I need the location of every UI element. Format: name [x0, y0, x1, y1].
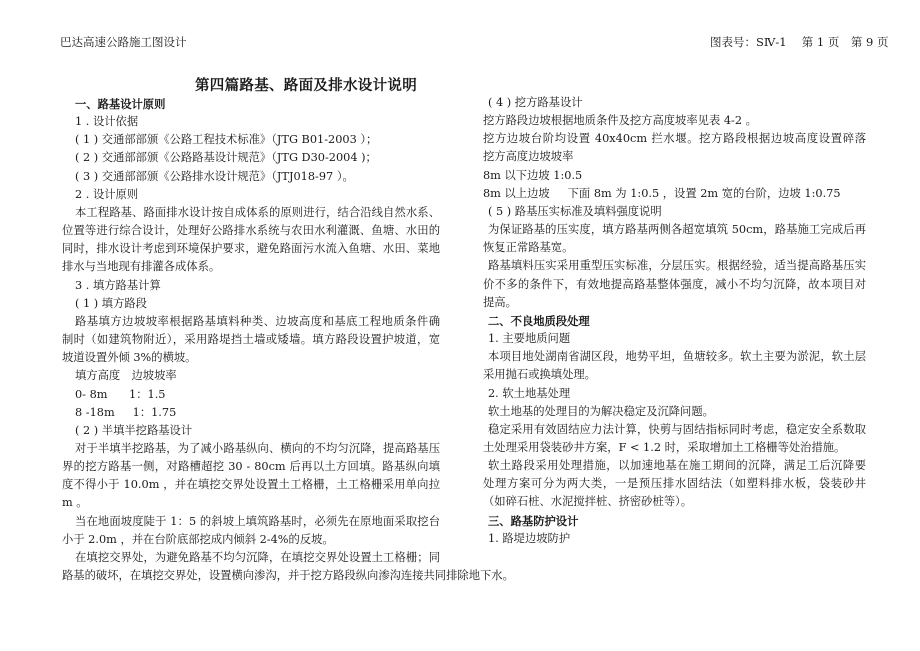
text-line: 1. 主要地质问题: [488, 332, 571, 346]
section-heading: 三、路基防护设计: [488, 513, 579, 528]
header-project-name: 巴达高速公路施工图设计: [60, 35, 187, 49]
text-line: 路基填料压实采用重型压实标准，分层压实。根据经验，适当提高路基压实: [488, 259, 866, 273]
text-line: 软土路段采用处理措施，以加速地基在施工期间的沉降，满足工后沉降要: [488, 459, 866, 473]
text-line: 1 . 设计依据: [75, 115, 139, 129]
text-line: 挖方高度边坡坡率: [483, 150, 574, 164]
text-line: 3 . 填方路基计算: [75, 278, 161, 292]
text-line: 2 . 设计原则: [75, 187, 139, 201]
text-line: 填方高度 边坡坡率: [75, 369, 177, 383]
text-line: 当在地面坡度陡于 1：5 的斜坡上填筑路基时，必须先在原地面采取挖台: [75, 514, 440, 528]
section-heading: 二、不良地质段处理: [488, 313, 590, 328]
text-line: 本项目地处湖南省湖区段，地势平坦，鱼塘较多。软土主要为淤泥，软土层: [488, 350, 866, 364]
text-line: 软土地基的处理目的为解决稳定及沉降问题。: [488, 404, 714, 418]
text-line: 同时，排水设计考虑到环境保护要求，避免路面污水流入鱼塘、水田、菜地: [62, 242, 440, 256]
text-line: 制时（如建筑物附近），采用路堤挡土墙或矮墙。填方路段设置护坡道，宽: [62, 333, 440, 347]
header-drawing-number: 图表号：SⅣ-1 第 1 页 第 9 页: [710, 35, 889, 49]
text-line: 8 -18m 1：1.75: [75, 405, 177, 419]
text-line: 路基填方边坡坡率根据路基填料种类、边坡高度和基底工程地质条件确: [75, 314, 440, 328]
text-line: 本工程路基、路面排水设计按自成体系的原则进行，结合沿线自然水系、: [75, 205, 440, 219]
text-line: 挖方路段边坡根据地质条件及挖方高度坡率见表 4-2 。: [483, 114, 757, 128]
text-line: ( 1 ) 交通部部颁《公路工程技术标准》（JTG B01-2003 ）；: [75, 133, 378, 147]
text-line: 坡道设置外倾 3%的横坡。: [62, 351, 197, 365]
text-line: 对于半填半挖路基，为了减小路基纵向、横向的不均匀沉降，提高路基压: [75, 441, 440, 455]
text-line: 挖方边坡台阶均设置 40x40cm 拦水堰。挖方路段根据边坡高度设置碎落: [483, 132, 866, 146]
text-line: ( 2 ) 半填半挖路基设计: [75, 423, 193, 437]
document-title: 第四篇路基、路面及排水设计说明: [195, 77, 417, 94]
text-line: 采用抛石或换填处理。: [483, 368, 596, 382]
text-line: 8m 以上边坡 下面 8m 为 1:0.5 ，设置 2m 宽的台阶，边坡 1:0.75: [483, 186, 841, 200]
text-line: ( 2 ) 交通部部颁《公路路基设计规范》（JTG D30-2004 )；: [75, 151, 377, 165]
text-line: 提高。: [483, 295, 517, 309]
text-line: 度不得小于 10.0m ，并在填挖交界处设置土工格栅，土工格栅采用单向拉: [62, 478, 440, 492]
text-line: 8m 以下边坡 1:0.5: [483, 168, 583, 182]
text-line: ( 1 ) 填方路段: [75, 296, 147, 310]
text-line: 路基的破坏，在填挖交界处，设置横向渗沟，并于挖方路段纵向渗沟连接共同排除地下水。: [62, 569, 514, 583]
text-line: 土处理采用袋装砂井方案，F < 1.2 时，采取增加土工格栅等处治措施。: [483, 440, 846, 454]
text-line: ( 4 ) 挖方路基设计: [488, 96, 583, 109]
text-line: 排水与当地现有排灌各成体系。: [62, 260, 221, 274]
text-line: m 。: [62, 496, 88, 510]
text-line: 0- 8m 1：1.5: [75, 387, 166, 401]
text-line: 处理方案可分为两大类，一是预压排水固结法（如塑料排水板，袋装砂井: [483, 477, 866, 491]
text-line: 在填挖交界处，为避免路基不均匀沉降，在填挖交界处设置土工格栅；同: [75, 550, 440, 564]
text-line: 价不多的条件下，有效地提高路基整体强度，减小不均匀沉降，故本项目对: [483, 277, 866, 291]
text-line: ( 3 ) 交通部部颁《公路排水设计规范》（JTJ018-97 ）。: [75, 169, 354, 183]
text-line: 为保证路基的压实度，填方路基两侧各超宽填筑 50cm，路基施工完成后再: [488, 223, 866, 237]
text-line: 位置等进行综合设计，处理好公路排水系统与农田水利灌溉、鱼塘、水田的: [62, 224, 440, 238]
text-line: ( 5 ) 路基压实标准及填料强度说明: [488, 204, 662, 218]
text-line: （如碎石桩、水泥搅拌桩、挤密砂桩等）。: [483, 495, 692, 509]
text-line: 界的挖方路基一侧，对路槽超挖 30 - 80cm 后再以土方回填。路基纵向填: [62, 460, 440, 474]
text-line: 2. 软土地基处理: [488, 386, 571, 400]
right-text-column: [483, 94, 866, 548]
text-line: 小于 2.0m ，并在台阶底部挖成内倾斜 2-4%的反坡。: [62, 532, 334, 546]
text-line: 稳定采用有效固结应力法计算，快剪与固结指标同时考虑，稳定安全系数取: [488, 422, 866, 436]
text-line: 1. 路堤边坡防护: [488, 531, 571, 545]
section-heading: 一、路基设计原则: [75, 97, 166, 111]
text-line: 恢复正常路基宽。: [483, 241, 574, 255]
left-text-column: [62, 95, 514, 585]
